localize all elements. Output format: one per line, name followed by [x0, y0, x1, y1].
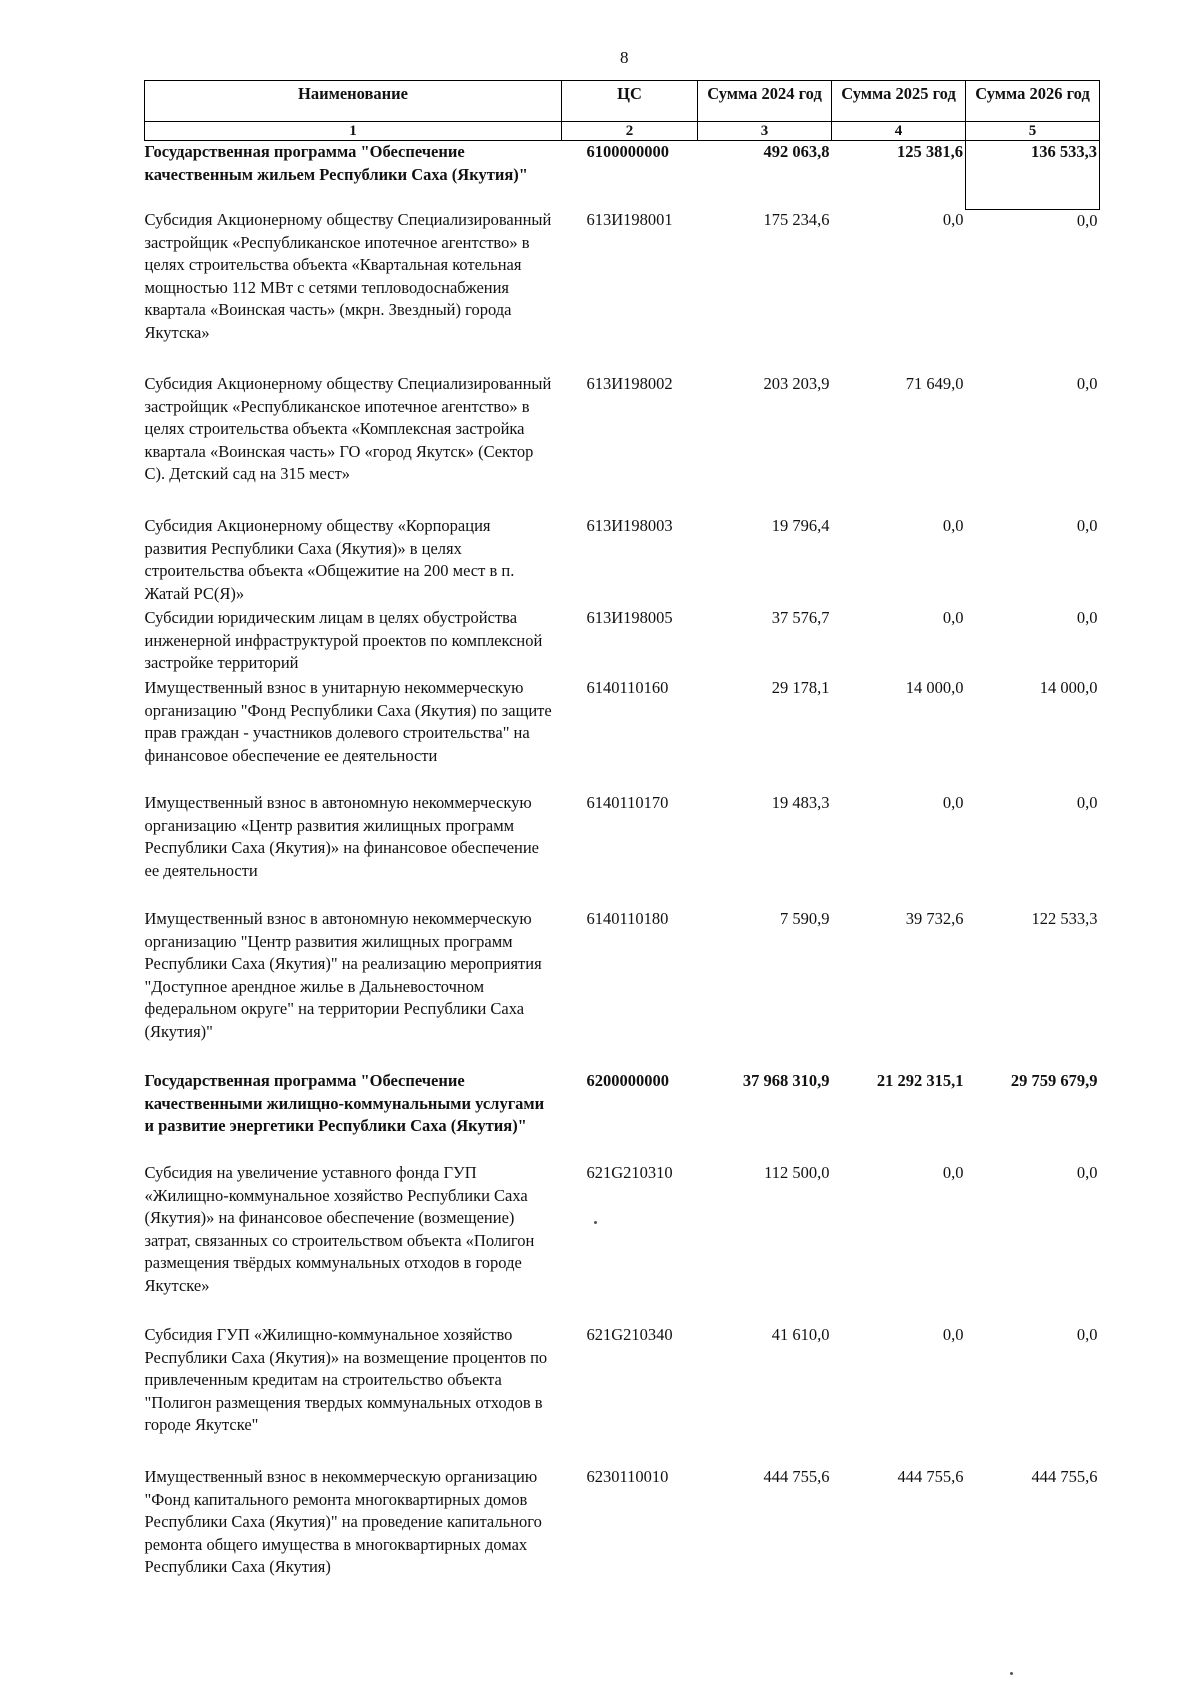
table-row [145, 515, 1100, 607]
header-sum-2025: Сумма 2025 год [832, 81, 966, 122]
row-sum-2026: 14 000,0 [1039, 678, 1098, 697]
table-row [145, 209, 1100, 373]
row-sum-2025: 0,0 [942, 516, 964, 535]
row-sum-2024: 175 234,6 [763, 210, 830, 229]
table-row [145, 373, 1100, 515]
row-name: Имущественный взнос в некоммерческую организацию "Фонд капитального ремонта многоквартирных домов Республики Саха (Якутия)" на проведение капитального ремонта общего имущества в многоквартирных домах Республики Саха (Якутия) [144, 1467, 542, 1576]
row-sum-2026: 0,0 [1076, 374, 1098, 393]
row-sum-2024: 112 500,0 [764, 1163, 830, 1182]
row-cs-code: 6100000000 [562, 141, 698, 210]
scan-speck [1010, 1672, 1013, 1675]
row-name: Имущественный взнос в автономную некоммерческую организацию «Центр развития жилищных программ Республики Саха (Якутия)» на финансовое обеспечение ее деятельности [144, 793, 540, 880]
column-number: 5 [966, 122, 1100, 141]
row-sum-2025: 0,0 [942, 210, 964, 229]
row-sum-2024: 19 796,4 [771, 516, 830, 535]
row-sum-2024: 29 178,1 [771, 678, 830, 697]
row-sum-2024: 41 610,0 [771, 1325, 830, 1344]
budget-table [144, 80, 1100, 1606]
row-name: Государственная программа "Обеспечение качественными жилищно-коммунальными услугами и развитие энергетики Республики Саха (Якутия)" [144, 1071, 545, 1135]
table-row [145, 908, 1100, 1070]
row-name: Субсидия Акционерному обществу Специализированный застройщик «Республиканское ипотечное агентство» в целях строительства объекта «Комплексная застройка квартала «Воинская часть» ГО «город Якутск» (Сектор С). Детский сад на 315 мест» [144, 374, 552, 483]
row-sum-2024: 203 203,9 [763, 374, 830, 393]
row-sum-2024: 37 968 310,9 [742, 1071, 830, 1090]
column-number: 4 [832, 122, 966, 141]
row-name: Субсидия Акционерному обществу «Корпорация развития Республики Саха (Якутия)» в целях строительства объекта «Общежитие на 200 мест в п. Жатай РС(Я)» [144, 516, 515, 603]
row-sum-2026: 0,0 [1076, 516, 1098, 535]
table-row [145, 1162, 1100, 1324]
table-row [145, 1466, 1100, 1606]
row-cs-code: 6200000000 [586, 1071, 669, 1090]
row-sum-2025: 14 000,0 [905, 678, 964, 697]
row-sum-2025: 0,0 [942, 1325, 964, 1344]
row-sum-2024: 19 483,3 [771, 793, 830, 812]
row-sum-2026: 0,0 [1076, 793, 1098, 812]
row-sum-2026: 29 759 679,9 [1010, 1071, 1098, 1090]
row-cs-code: 613И198001 [586, 210, 673, 229]
row-sum-2026: 0,0 [1076, 608, 1098, 627]
row-name: Субсидия ГУП «Жилищно-коммунальное хозяйство Республики Саха (Якутия)» на возмещение процентов по привлеченным кредитам на строительство объекта "Полигон размещения твердых коммунальных отходов в городе Якутске" [144, 1325, 548, 1434]
row-sum-2026: 136 533,3 [966, 141, 1100, 210]
table-row [145, 141, 1100, 210]
table-row [145, 1324, 1100, 1466]
row-sum-2026: 0,0 [1076, 1325, 1098, 1344]
row-cs-code: 6140110170 [586, 793, 669, 812]
column-number-row [145, 122, 1100, 141]
row-cs-code: 6140110160 [586, 678, 669, 697]
column-number: 3 [698, 122, 832, 141]
row-cs-code: 613И198005 [586, 608, 673, 627]
row-name: Субсидия на увеличение уставного фонда ГУП «Жилищно-коммунальное хозяйство Республики Саха (Якутия)» на финансовое обеспечение (возмещение) затрат, связанных со строительством объекта «Полигон размещения твёрдых коммунальных отходов в городе Якутске» [144, 1163, 535, 1295]
row-cs-code: 613И198003 [586, 516, 673, 535]
table-row [145, 677, 1100, 792]
column-number: 1 [145, 122, 562, 141]
column-number: 2 [562, 122, 698, 141]
row-name: Имущественный взнос в автономную некоммерческую организацию "Центр развития жилищных программ Республики Саха (Якутия)" на реализацию мероприятия "Доступное арендное жилье в Дальневосточном федеральном округе" на территории Республики Саха (Якутия)" [144, 909, 542, 1041]
header-name: Наименование [145, 81, 562, 122]
row-sum-2024: 37 576,7 [771, 608, 830, 627]
header-sum-2026: Сумма 2026 год [966, 81, 1100, 122]
row-sum-2025: 0,0 [942, 1163, 964, 1182]
row-sum-2025: 0,0 [942, 793, 964, 812]
header-cs: ЦС [562, 81, 698, 122]
row-sum-2025: 0,0 [942, 608, 964, 627]
row-sum-2025: 71 649,0 [905, 374, 964, 393]
row-sum-2025: 39 732,6 [905, 909, 964, 928]
row-sum-2026: 0,0 [1076, 210, 1098, 230]
row-sum-2024: 444 755,6 [763, 1467, 830, 1486]
row-name: Субсидии юридическим лицам в целях обустройства инженерной инфраструктурой проектов по комплексной застройке территорий [144, 608, 543, 672]
row-sum-2024: 7 590,9 [780, 909, 830, 928]
budget-table-container [144, 80, 1099, 1606]
header-sum-2024: Сумма 2024 год [698, 81, 832, 122]
page-number: 8 [620, 48, 629, 67]
row-name: Имущественный взнос в унитарную некоммерческую организацию "Фонд Республики Саха (Якутия) по защите прав граждан - участников долевого строительства" на финансовое обеспечение ее деятельности [144, 678, 552, 765]
table-row [145, 1070, 1100, 1162]
table-header-row [145, 81, 1100, 122]
table-row [145, 607, 1100, 677]
scan-speck [594, 1221, 597, 1224]
row-sum-2026: 444 755,6 [1031, 1467, 1098, 1486]
row-cs-code: 6230110010 [586, 1467, 669, 1486]
row-cs-code: 613И198002 [586, 374, 673, 393]
row-sum-2024: 492 063,8 [698, 141, 832, 210]
row-sum-2025: 444 755,6 [897, 1467, 964, 1486]
row-name: Государственная программа "Обеспечение качественным жильем Республики Саха (Якутия)" [145, 141, 562, 210]
row-cs-code: 621G210310 [586, 1163, 673, 1182]
row-sum-2025: 21 292 315,1 [876, 1071, 964, 1090]
row-cs-code: 621G210340 [586, 1325, 673, 1344]
table-row [145, 792, 1100, 908]
row-sum-2026: 0,0 [1076, 1163, 1098, 1182]
row-sum-2025: 125 381,6 [832, 141, 966, 210]
row-cs-code: 6140110180 [586, 909, 669, 928]
row-name: Субсидия Акционерному обществу Специализированный застройщик «Республиканское ипотечное агентство» в целях строительства объекта «Квартальная котельная мощностью 112 МВт с сетями тепловодоснабжения квартала «Воинская часть» (мкрн. Звездный) города Якутска» [144, 210, 552, 342]
row-sum-2026: 122 533,3 [1031, 909, 1098, 928]
